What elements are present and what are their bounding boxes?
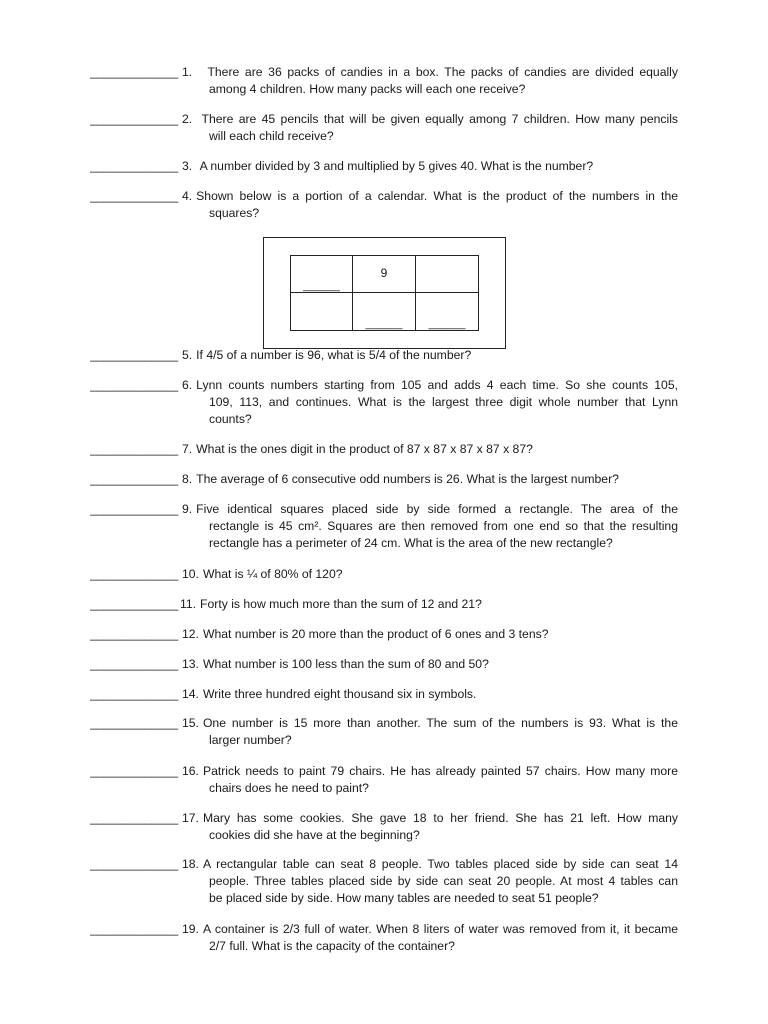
question-text-5-line-1: If 4/5 of a number is 96, what is 5/4 of the number? [196, 348, 472, 362]
question-text-18-line-2: people. Three tables placed side by side can seat 20 people. At most 4 tables can [209, 874, 678, 888]
question-text-17-line-2: cookies did she have at the beginning? [209, 828, 420, 842]
question-text-19-line-1: A container is 2/3 full of water. When 8 liters of water was removed from it, it became [202, 922, 678, 936]
calendar-answer-square-2[interactable]: ______ [365, 318, 403, 330]
question-text-12-line-1: What number is 20 more than the product of 6 ones and 3 tens? [202, 627, 549, 641]
question-number-19: 19. [182, 922, 199, 936]
question-text-3-line-1: A number divided by 3 and multiplied by 5 gives 40. What is the number? [199, 159, 594, 173]
question-14 [90, 686, 678, 703]
question-text-2-line-1: There are 45 pencils that will be given equally among 7 children. How many pencils [201, 112, 678, 126]
calendar-cell-value: 9 [380, 266, 388, 280]
question-text-1-line-1: There are 36 packs of candies in a box. The packs of candies are divided equally [207, 65, 678, 79]
answer-blank-11[interactable]: _____________ [90, 597, 179, 611]
question-text-19-line-2: 2/7 full. What is the capacity of the container? [209, 939, 455, 953]
answer-blank-6[interactable]: _____________ [90, 378, 179, 392]
question-2 [90, 111, 678, 145]
calendar-cell-3 [416, 256, 478, 293]
question-text-17-line-1: Mary has some cookies. She gave 18 to her friend. She has 21 left. How many [202, 811, 678, 825]
answer-blank-3[interactable]: _____________ [90, 159, 179, 173]
question-text-8-line-1: The average of 6 consecutive odd numbers is 26. What is the largest number? [196, 472, 619, 486]
question-17 [90, 810, 678, 844]
answer-blank-19[interactable]: _____________ [90, 922, 179, 936]
question-text-11-line-1: Forty is how much more than the sum of 12 and 21? [200, 597, 482, 611]
question-number-1: 1. [182, 65, 193, 79]
answer-blank-17[interactable]: _____________ [90, 811, 179, 825]
question-number-2: 2. [182, 112, 193, 126]
question-text-16-line-2: chairs does he need to paint? [209, 781, 369, 795]
question-text-6-line-3: counts? [209, 412, 252, 426]
question-text-6-line-1: Lynn counts numbers starting from 105 and adds 4 each time. So she counts 105, [196, 378, 678, 392]
question-number-4: 4. [182, 189, 193, 203]
question-number-18: 18. [182, 857, 199, 871]
answer-blank-14[interactable]: _____________ [90, 687, 179, 701]
question-number-16: 16. [182, 764, 199, 778]
question-text-14-line-1: Write three hundred eight thousand six in symbols. [202, 687, 477, 701]
question-text-15-line-1: One number is 15 more than another. The sum of the numbers is 93. What is the [202, 716, 678, 730]
question-text-4-line-2: squares? [209, 206, 260, 220]
question-text-10-line-1: What is ¼ of 80% of 120? [202, 567, 343, 581]
question-number-6: 6. [182, 378, 193, 392]
answer-blank-16[interactable]: _____________ [90, 764, 179, 778]
question-number-7: 7. [182, 442, 193, 456]
question-text-6-line-2: 109, 113, and continues. What is the largest three digit whole number that Lynn [209, 395, 678, 409]
answer-blank-2[interactable]: _____________ [90, 112, 179, 126]
calendar-cell-2 [353, 256, 416, 293]
question-number-8: 8. [182, 472, 193, 486]
question-16 [90, 763, 678, 797]
calendar-cell-1[interactable] [291, 256, 353, 293]
answer-blank-18[interactable]: _____________ [90, 857, 179, 871]
question-5 [90, 347, 678, 364]
question-4 [90, 188, 678, 222]
question-number-17: 17. [182, 811, 199, 825]
question-number-11: 11. [180, 597, 197, 611]
question-text-7-line-1: What is the ones digit in the product of 87 x 87 x 87 x 87 x 87? [196, 442, 533, 456]
question-text-18-line-3: be placed side by side. How many tables are needed to seat 51 people? [209, 891, 599, 905]
question-3 [90, 158, 678, 175]
question-8 [90, 471, 678, 488]
calendar-answer-square-3[interactable]: ______ [428, 318, 466, 330]
question-number-15: 15. [182, 716, 199, 730]
question-text-2-line-2: will each child receive? [209, 129, 334, 143]
question-text-18-line-1: A rectangular table can seat 8 people. Two tables placed side by side can seat 14 [202, 857, 678, 871]
answer-blank-7[interactable]: _____________ [90, 442, 179, 456]
question-number-5: 5. [182, 348, 193, 362]
question-text-13-line-1: What number is 100 less than the sum of 80 and 50? [202, 657, 489, 671]
calendar-portion [290, 255, 479, 331]
question-9 [90, 501, 678, 552]
answer-blank-15[interactable]: _____________ [90, 716, 179, 730]
calendar-cell-4 [291, 293, 353, 330]
question-7 [90, 441, 678, 458]
question-1 [90, 64, 678, 98]
question-13 [90, 656, 678, 673]
question-text-9-line-3: rectangle has a perimeter of 24 cm. What is the area of the new rectangle? [209, 536, 613, 550]
question-6 [90, 377, 678, 428]
answer-blank-12[interactable]: _____________ [90, 627, 179, 641]
question-number-12: 12. [182, 627, 199, 641]
question-text-15-line-2: larger number? [209, 733, 292, 747]
question-number-14: 14. [182, 687, 199, 701]
question-11 [90, 596, 678, 613]
answer-blank-9[interactable]: _____________ [90, 502, 179, 516]
calendar-answer-square-1[interactable]: ______ [303, 280, 340, 292]
question-10 [90, 566, 678, 583]
question-18 [90, 856, 678, 907]
question-number-3: 3. [182, 159, 193, 173]
answer-blank-10[interactable]: _____________ [90, 567, 179, 581]
question-text-9-line-1: Five identical squares placed side by side formed a rectangle. The area of the [196, 502, 678, 516]
answer-blank-1[interactable]: _____________ [90, 65, 179, 79]
answer-blank-13[interactable]: _____________ [90, 657, 179, 671]
question-number-9: 9. [182, 502, 193, 516]
question-12 [90, 626, 678, 643]
answer-blank-8[interactable]: _____________ [90, 472, 179, 486]
question-15 [90, 715, 678, 749]
question-19 [90, 921, 678, 955]
question-number-13: 13. [182, 657, 199, 671]
answer-blank-4[interactable]: _____________ [90, 189, 179, 203]
question-text-1-line-2: among 4 children. How many packs will each one receive? [209, 82, 526, 96]
question-text-9-line-2: rectangle is 45 cm². Squares are then removed from one end so that the resulting [209, 519, 678, 533]
question-text-16-line-1: Patrick needs to paint 79 chairs. He has already painted 57 chairs. How many more [202, 764, 678, 778]
answer-blank-5[interactable]: _____________ [90, 348, 179, 362]
calendar-cell-5[interactable] [353, 293, 416, 330]
calendar-cell-6[interactable] [416, 293, 478, 330]
question-text-4-line-1: Shown below is a portion of a calendar. What is the product of the numbers in the [196, 189, 678, 203]
question-number-10: 10. [182, 567, 199, 581]
